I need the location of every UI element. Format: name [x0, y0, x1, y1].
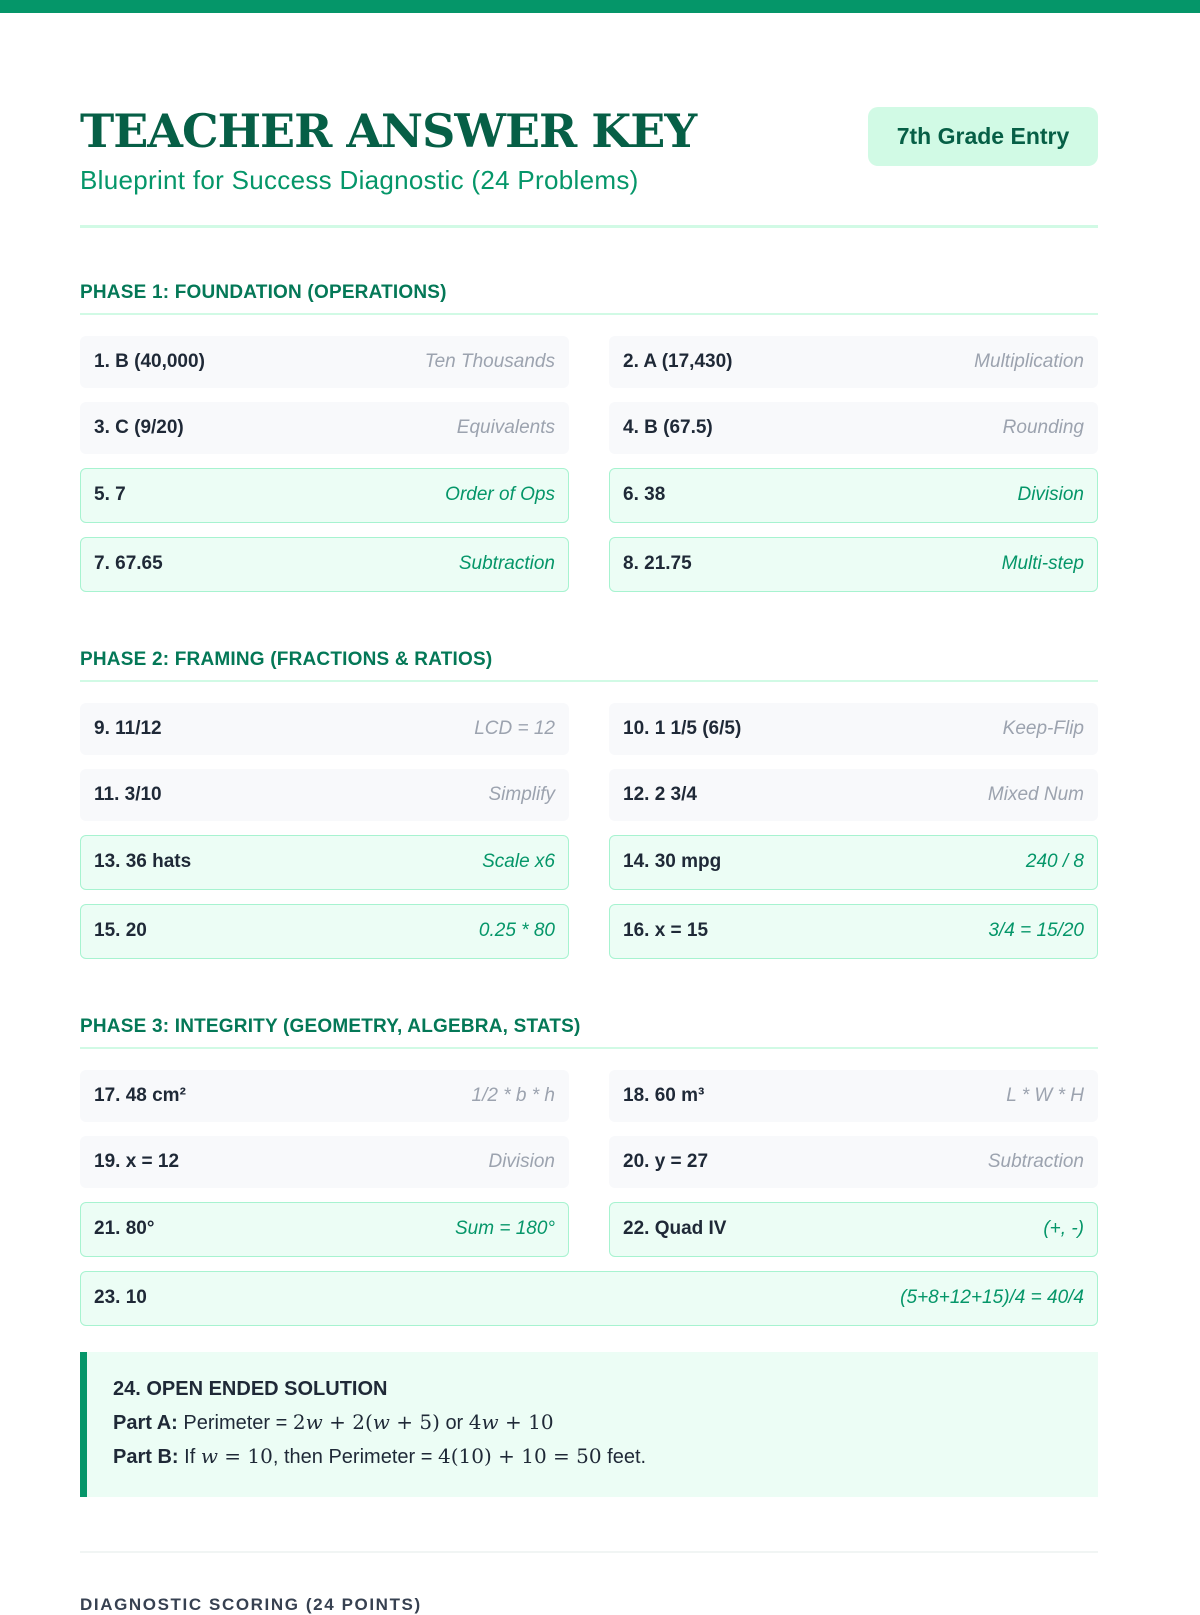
part-a-or: or [445, 1411, 464, 1434]
answer-text: 10. 1 1/5 (6/5) [623, 717, 742, 739]
answer-text: 15. 20 [94, 920, 147, 942]
answer-item-12 [609, 769, 1098, 821]
page-header [80, 13, 1098, 196]
answer-note: Equivalents [456, 416, 555, 438]
answer-note: 3/4 = 15/20 [988, 920, 1084, 942]
answer-text: 18. 60 m³ [623, 1084, 705, 1106]
answer-text: 12. 2 3/4 [623, 783, 697, 805]
answer-note: 0.25 * 80 [478, 920, 555, 942]
answer-text: 14. 30 mpg [623, 851, 722, 873]
answer-text: 1. B (40,000) [94, 350, 205, 372]
phase-2-grid [80, 703, 1098, 959]
answer-item-15 [80, 904, 569, 959]
answer-item-20 [609, 1136, 1098, 1188]
phase-3-grid [80, 1070, 1098, 1326]
answer-item-18 [609, 1070, 1098, 1122]
answer-text: 16. x = 15 [623, 920, 709, 942]
answer-text: 3. C (9/20) [94, 416, 184, 438]
part-a-label: Part A: [113, 1411, 178, 1434]
answer-item-19 [80, 1136, 569, 1188]
part-a-prefix: Perimeter = [183, 1411, 288, 1434]
part-a-formula-1: 2w + 2(w + 5) [292, 1409, 440, 1434]
answer-item-1 [80, 336, 569, 388]
answer-note: Simplify [488, 783, 555, 805]
page-title: TEACHER ANSWER KEY [80, 104, 697, 158]
answer-note: Multiplication [974, 350, 1084, 372]
answer-item-13 [80, 835, 569, 890]
answer-note: (+, -) [1043, 1218, 1084, 1240]
answer-text: 17. 48 cm² [94, 1084, 186, 1106]
answer-item-23 [80, 1271, 1098, 1326]
part-b-label: Part B: [113, 1445, 179, 1468]
answer-note: Scale x6 [482, 851, 555, 873]
answer-note: L * W * H [1006, 1084, 1084, 1106]
answer-note: Order of Ops [445, 484, 555, 506]
answer-note: 240 / 8 [1025, 851, 1084, 873]
scoring-divider [80, 1551, 1098, 1553]
answer-note: Division [488, 1150, 555, 1172]
answer-note: (5+8+12+15)/4 = 40/4 [900, 1287, 1084, 1309]
answer-text: 7. 67.65 [94, 553, 163, 575]
part-b-formula: 4(10) + 10 = 50 [437, 1443, 602, 1468]
answer-text: 4. B (67.5) [623, 416, 713, 438]
page-subtitle: Blueprint for Success Diagnostic (24 Problems) [80, 164, 639, 195]
answer-note: Multi-step [1001, 553, 1084, 575]
answer-note: Division [1017, 484, 1084, 506]
answer-item-14 [609, 835, 1098, 890]
answer-text: 2. A (17,430) [623, 350, 733, 372]
answer-item-21 [80, 1202, 569, 1257]
answer-item-17 [80, 1070, 569, 1122]
answer-item-10 [609, 703, 1098, 755]
part-a-line [113, 1410, 1098, 1435]
header-divider [80, 225, 1098, 228]
answer-note: Rounding [1002, 416, 1084, 438]
answer-text: 6. 38 [623, 484, 666, 506]
answer-item-22 [609, 1202, 1098, 1257]
answer-text: 11. 3/10 [94, 783, 162, 805]
answer-note: Keep-Flip [1002, 717, 1084, 739]
answer-item-11 [80, 769, 569, 821]
answer-item-6 [609, 468, 1098, 523]
part-b-then: , then Perimeter = [272, 1445, 433, 1468]
phase-3-title: PHASE 3: INTEGRITY (GEOMETRY, ALGEBRA, STATS) [80, 1016, 1098, 1049]
part-a-formula-2: 4w + 10 [468, 1409, 554, 1434]
open-ended-solution [80, 1352, 1098, 1497]
answer-item-9 [80, 703, 569, 755]
part-b-if: If [184, 1445, 196, 1468]
answer-item-2 [609, 336, 1098, 388]
answer-text: 13. 36 hats [94, 851, 192, 873]
answer-text: 21. 80° [94, 1218, 155, 1240]
answer-note: LCD = 12 [474, 717, 555, 739]
answer-item-4 [609, 402, 1098, 454]
phase-1-title: PHASE 1: FOUNDATION (OPERATIONS) [80, 282, 1098, 315]
open-ended-title: 24. OPEN ENDED SOLUTION [113, 1377, 388, 1400]
part-b-line [113, 1444, 1098, 1469]
answer-note: Subtraction [458, 553, 555, 575]
answer-note: Subtraction [987, 1150, 1084, 1172]
answer-text: 19. x = 12 [94, 1150, 180, 1172]
top-accent-bar [0, 0, 1200, 13]
answer-item-5 [80, 468, 569, 523]
answer-text: 9. 11/12 [94, 717, 162, 739]
answer-item-3 [80, 402, 569, 454]
answer-text: 5. 7 [94, 484, 126, 506]
part-b-end: feet. [607, 1445, 647, 1468]
answer-note: Ten Thousands [424, 350, 555, 372]
phase-1-grid [80, 336, 1098, 592]
part-b-condition: w = 10 [200, 1443, 273, 1468]
answer-item-7 [80, 537, 569, 592]
answer-item-8 [609, 537, 1098, 592]
answer-note: Sum = 180° [454, 1218, 555, 1240]
answer-note: 1/2 * b * h [471, 1084, 555, 1106]
grade-badge: 7th Grade Entry [868, 107, 1098, 166]
answer-text: 8. 21.75 [623, 553, 692, 575]
phase-2-title: PHASE 2: FRAMING (FRACTIONS & RATIOS) [80, 649, 1098, 682]
answer-text: 22. Quad IV [623, 1218, 727, 1240]
scoring-title: DIAGNOSTIC SCORING (24 POINTS) [80, 1594, 422, 1614]
answer-text: 20. y = 27 [623, 1150, 709, 1172]
answer-item-16 [609, 904, 1098, 959]
answer-key-page [0, 13, 1200, 1615]
answer-note: Mixed Num [987, 783, 1084, 805]
answer-text: 23. 10 [94, 1287, 147, 1309]
